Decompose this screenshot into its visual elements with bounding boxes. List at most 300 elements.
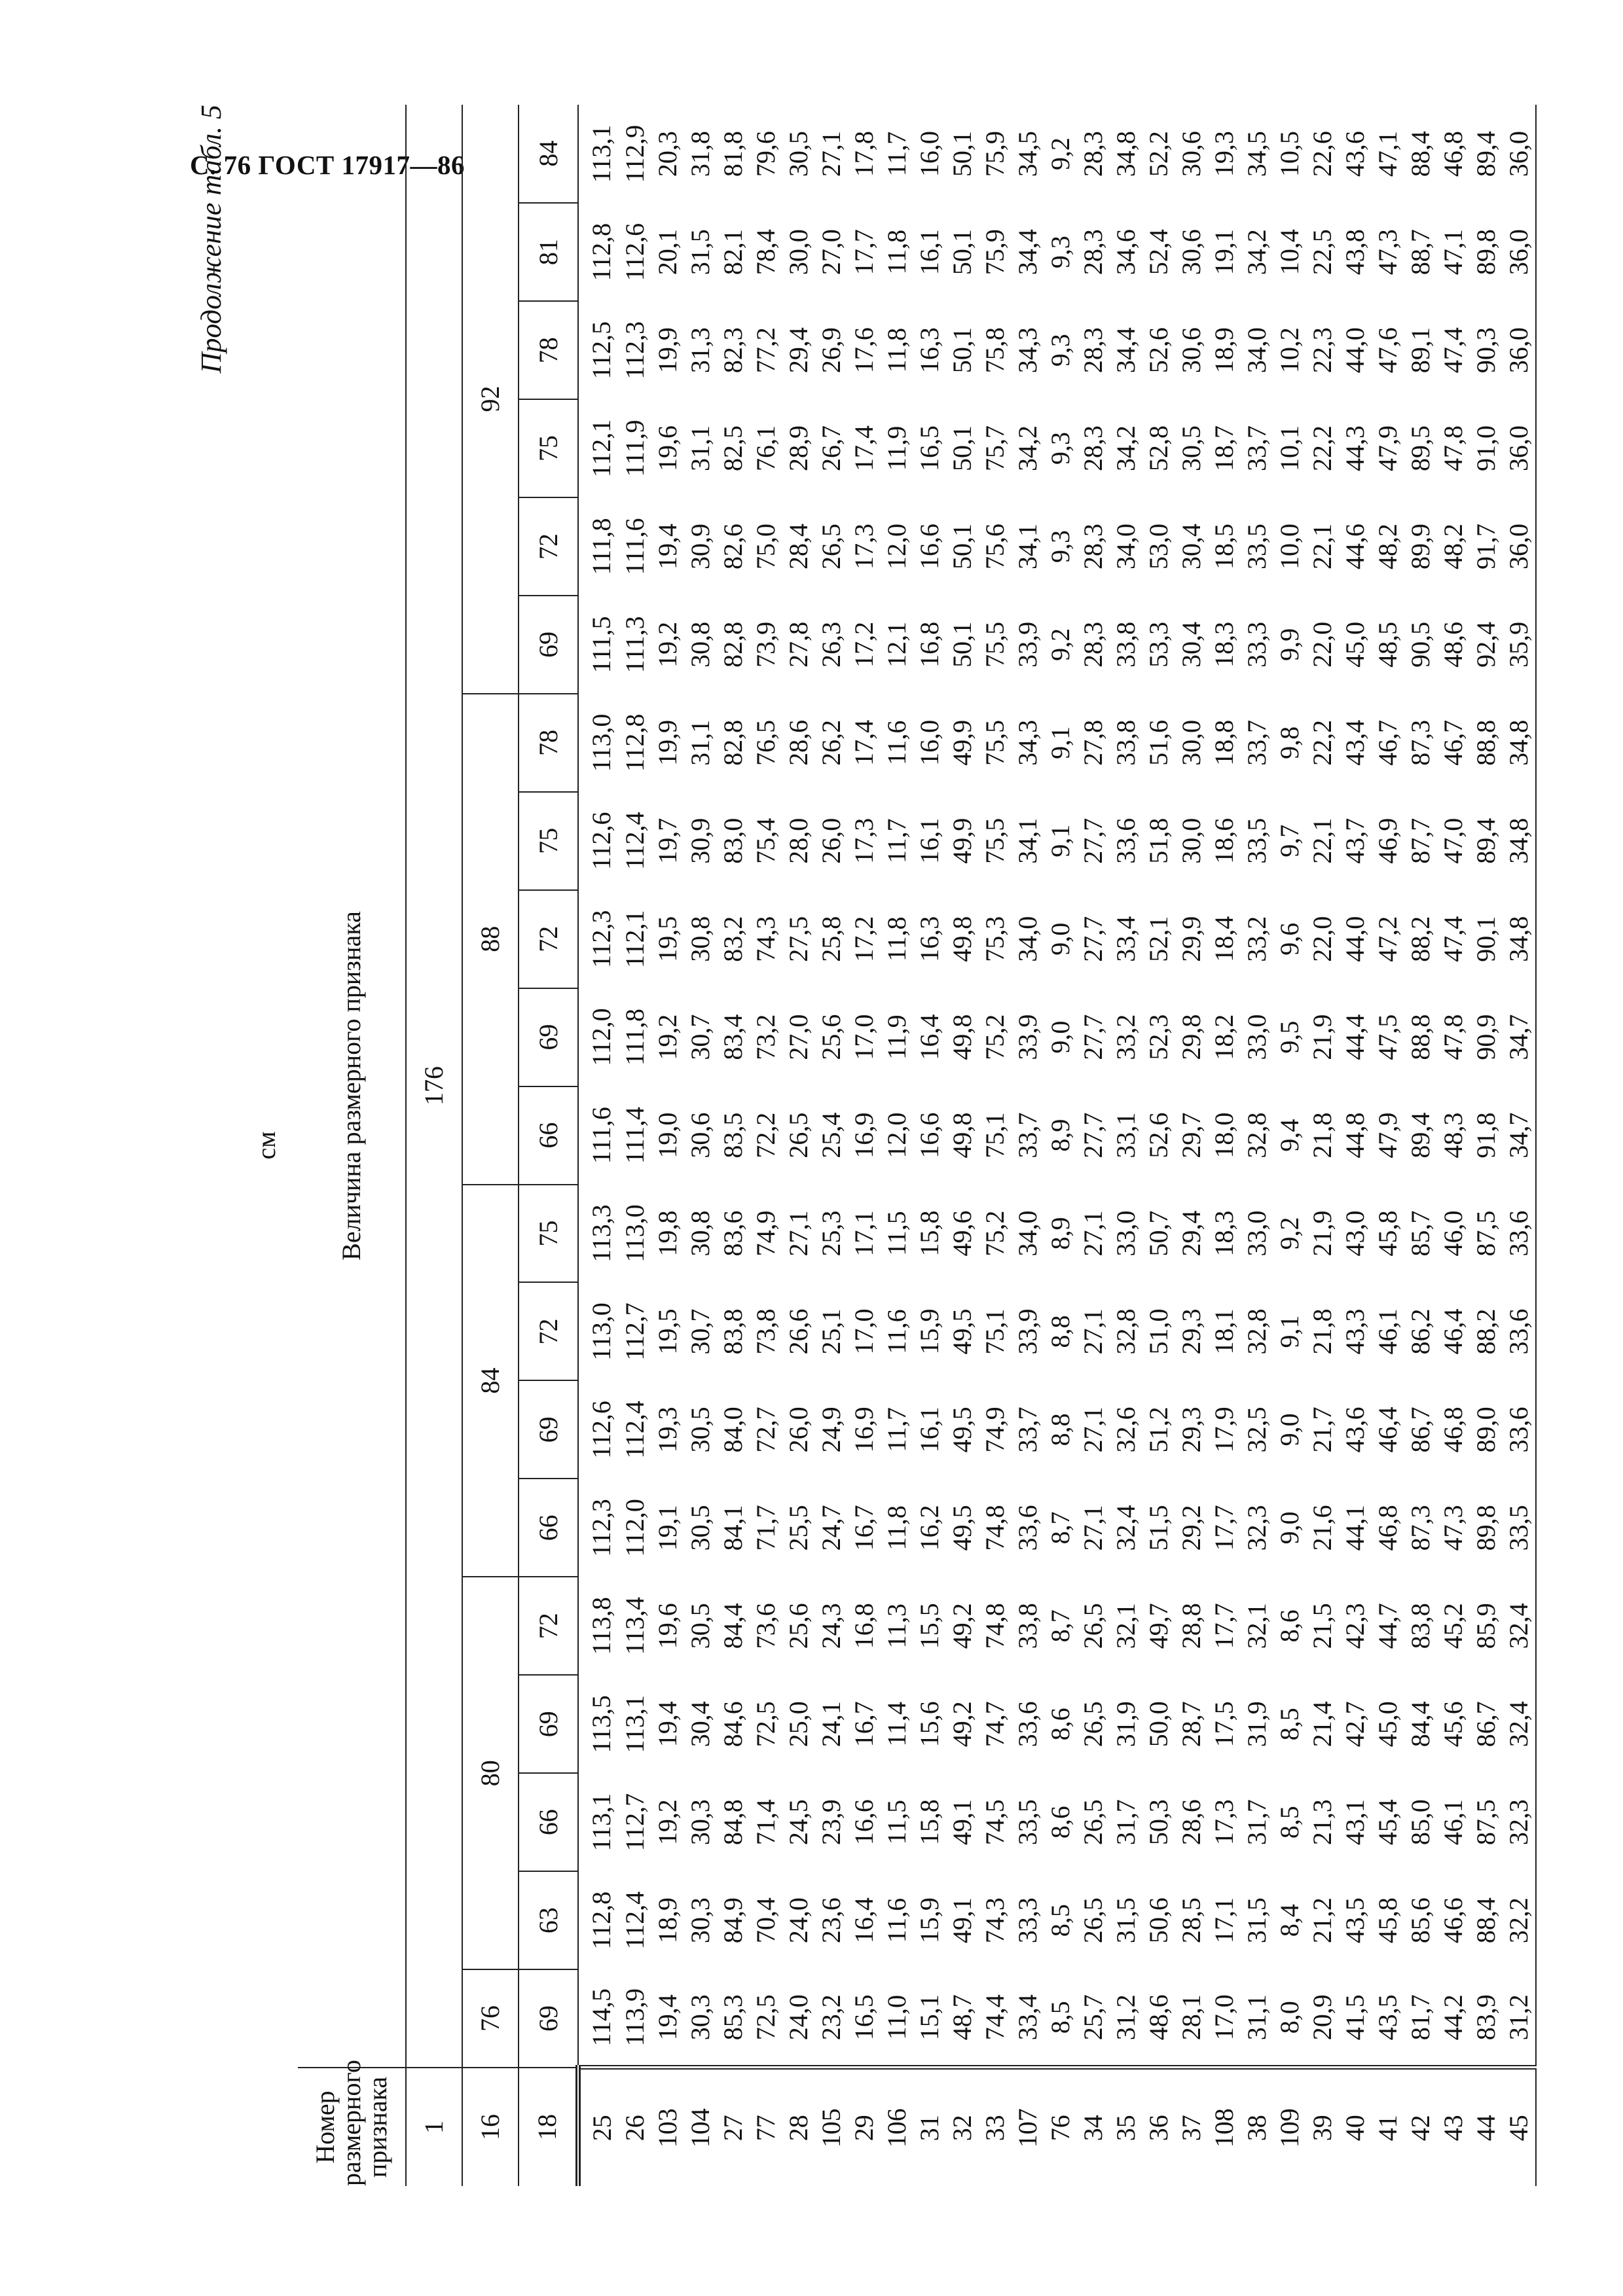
feature-number-cell: 26 [619, 2068, 651, 2186]
value-cell: 16,7 [849, 1505, 879, 1551]
value-cell: 10,1 [1275, 425, 1304, 472]
value-cell: 18,0 [1209, 1112, 1239, 1158]
value-cell: 8,5 [1046, 1904, 1075, 1937]
value-cell: 25,1 [816, 1308, 846, 1355]
feature-number-cell: 106 [881, 2068, 913, 2186]
value-cell: 33,7 [1013, 1112, 1042, 1158]
waist-column-header: 69 [519, 1675, 578, 1773]
table-row [1372, 105, 1404, 2186]
value-cell: 32,5 [1242, 1407, 1271, 1453]
value-cell: 33,7 [1013, 1407, 1042, 1453]
value-cell: 34,8 [1503, 890, 1536, 988]
value-cell: 84,4 [1406, 1701, 1435, 1748]
waist-column-header: 69 [519, 1969, 578, 2068]
value-cell: 31,1 [685, 719, 715, 766]
value-cell: 27,7 [1078, 817, 1108, 864]
value-cell: 9,4 [1275, 1119, 1304, 1152]
value-cell: 88,7 [1406, 229, 1435, 276]
value-cell: 24,3 [816, 1603, 846, 1649]
value-cell: 28,1 [1176, 1994, 1206, 2041]
value-cell: 34,0 [1013, 1210, 1042, 1257]
value-cell: 87,3 [1406, 1505, 1435, 1551]
value-cell: 112,6 [586, 812, 616, 870]
table-row [1241, 105, 1273, 2186]
value-cell: 76,1 [751, 425, 780, 472]
value-cell: 74,3 [751, 916, 780, 962]
value-cell: 52,6 [1144, 327, 1173, 374]
value-cell: 17,0 [849, 1308, 879, 1355]
value-cell: 25,0 [784, 1701, 813, 1748]
value-cell: 9,2 [1046, 628, 1075, 661]
value-cell: 28,9 [784, 425, 813, 472]
value-cell: 28,6 [784, 719, 813, 766]
value-cell: 50,0 [1144, 1701, 1173, 1748]
value-cell: 28,6 [1176, 1799, 1206, 1846]
value-cell: 31,1 [685, 425, 715, 472]
value-cell: 33,8 [1111, 719, 1140, 766]
value-cell: 73,6 [751, 1603, 780, 1649]
value-cell: 32,1 [1242, 1603, 1271, 1649]
value-cell: 17,1 [1209, 1897, 1239, 1944]
value-cell: 18,3 [1209, 621, 1239, 668]
value-cell: 8,6 [1046, 1708, 1075, 1741]
value-cell: 33,1 [1111, 1112, 1140, 1158]
value-cell: 75,4 [751, 817, 780, 864]
waist-column-header: 78 [519, 694, 578, 792]
value-cell: 18,1 [1209, 1308, 1239, 1355]
value-cell: 15,8 [915, 1799, 944, 1846]
value-cell: 45,6 [1438, 1701, 1468, 1748]
value-cell: 52,6 [1144, 1112, 1173, 1158]
value-cell: 29,3 [1176, 1308, 1206, 1355]
table-row [1273, 105, 1306, 2186]
value-cell: 112,3 [586, 1499, 616, 1557]
value-cell: 113,1 [586, 124, 616, 183]
value-cell: 87,3 [1406, 719, 1435, 766]
value-cell: 111,4 [620, 1107, 649, 1164]
table-row [913, 105, 946, 2186]
value-cell: 29,4 [1176, 1210, 1206, 1257]
waist-column-header: 72 [519, 890, 578, 988]
feature-number-cell: 33 [979, 2068, 1012, 2186]
value-cell: 83,6 [718, 1210, 748, 1257]
value-cell: 30,3 [685, 1897, 715, 1944]
table-row [750, 105, 782, 2186]
value-cell: 33,4 [1013, 1994, 1042, 2041]
table-row [1110, 105, 1142, 2186]
unit-label: см [251, 1131, 281, 1160]
value-cell: 33,6 [1503, 1185, 1536, 1283]
value-cell: 19,9 [653, 719, 682, 766]
value-cell: 48,5 [1373, 621, 1402, 668]
value-cell: 8,8 [1046, 1315, 1075, 1348]
value-cell: 33,6 [1013, 1505, 1042, 1551]
value-cell: 52,4 [1144, 229, 1173, 276]
feature-number-cell: 76 [1044, 2068, 1077, 2186]
value-cell: 75,1 [980, 1308, 1010, 1355]
value-cell: 24,1 [816, 1701, 846, 1748]
value-cell: 34,1 [1013, 523, 1042, 569]
feature-number-cell: 32 [946, 2068, 979, 2186]
value-cell: 30,0 [1176, 817, 1206, 864]
value-cell: 34,8 [1111, 131, 1140, 177]
value-cell: 33,5 [1242, 523, 1271, 569]
value-cell: 22,6 [1307, 131, 1337, 177]
value-cell: 52,2 [1144, 131, 1173, 177]
value-cell: 32,3 [1503, 1773, 1536, 1871]
value-cell: 51,2 [1144, 1407, 1173, 1453]
value-cell: 75,1 [980, 1112, 1010, 1158]
waist-column-header: 66 [519, 1773, 578, 1871]
value-cell: 71,7 [751, 1505, 780, 1551]
value-cell: 8,9 [1046, 1217, 1075, 1250]
value-cell: 91,7 [1471, 523, 1501, 569]
value-cell: 30,6 [1176, 327, 1206, 374]
value-cell: 32,4 [1503, 1577, 1536, 1675]
value-cell: 19,2 [653, 1014, 682, 1060]
value-cell: 18,7 [1209, 425, 1239, 472]
value-cell: 19,7 [653, 817, 682, 864]
value-cell: 75,5 [980, 621, 1010, 668]
value-cell: 33,2 [1111, 1014, 1140, 1060]
value-cell: 9,2 [1046, 137, 1075, 171]
value-cell: 17,4 [849, 719, 879, 766]
value-cell: 84,1 [718, 1505, 748, 1551]
value-cell: 25,7 [1078, 1994, 1108, 2041]
value-cell: 21,4 [1307, 1701, 1337, 1748]
value-cell: 87,5 [1471, 1799, 1501, 1846]
value-cell: 25,5 [784, 1505, 813, 1551]
value-cell: 112,4 [620, 1891, 649, 1950]
value-cell: 75,8 [980, 327, 1010, 374]
value-cell: 46,7 [1373, 719, 1402, 766]
value-cell: 34,7 [1503, 1086, 1536, 1185]
value-cell: 18,6 [1209, 817, 1239, 864]
value-cell: 111,6 [620, 518, 649, 575]
value-cell: 28,3 [1078, 229, 1108, 276]
value-cell: 49,8 [947, 916, 977, 962]
value-cell: 113,5 [586, 1695, 616, 1753]
waist-column-header: 75 [519, 792, 578, 890]
value-cell: 19,4 [653, 1994, 682, 2041]
value-cell: 49,1 [947, 1799, 977, 1846]
value-cell: 33,3 [1013, 1897, 1042, 1944]
value-cell: 11,8 [882, 1505, 911, 1551]
value-cell: 21,6 [1307, 1505, 1337, 1551]
value-cell: 26,5 [816, 523, 846, 569]
value-cell: 83,8 [718, 1308, 748, 1355]
value-cell: 10,4 [1275, 229, 1304, 276]
value-cell: 72,7 [751, 1407, 780, 1453]
value-cell: 46,9 [1373, 817, 1402, 864]
value-cell: 18,9 [653, 1897, 682, 1944]
value-cell: 18,8 [1209, 719, 1239, 766]
value-cell: 33,0 [1111, 1210, 1140, 1257]
value-cell: 17,0 [1209, 1994, 1239, 2041]
value-cell: 30,4 [685, 1701, 715, 1748]
value-cell: 49,2 [947, 1603, 977, 1649]
value-cell: 22,3 [1307, 327, 1337, 374]
value-cell: 33,6 [1503, 1283, 1536, 1381]
value-cell: 82,8 [718, 621, 748, 668]
value-cell: 49,6 [947, 1210, 977, 1257]
value-cell: 112,1 [586, 419, 616, 478]
value-cell: 34,3 [1013, 327, 1042, 374]
value-cell: 30,6 [685, 1112, 715, 1158]
value-cell: 27,7 [1078, 1112, 1108, 1158]
feature-number-cell: 36 [1142, 2068, 1175, 2186]
value-cell: 51,8 [1144, 817, 1173, 864]
value-cell: 43,6 [1340, 131, 1370, 177]
value-cell: 26,5 [1078, 1603, 1108, 1649]
value-cell: 49,1 [947, 1897, 977, 1944]
value-cell: 33,6 [1111, 817, 1140, 864]
value-cell: 31,9 [1111, 1701, 1140, 1748]
value-cell: 31,5 [685, 229, 715, 276]
feature-number-cell: 104 [684, 2068, 717, 2186]
value-cell: 33,6 [1013, 1701, 1042, 1748]
value-cell: 75,3 [980, 916, 1010, 962]
value-cell: 74,8 [980, 1505, 1010, 1551]
value-cell: 48,6 [1438, 621, 1468, 668]
value-cell: 11,7 [882, 131, 911, 177]
feature-number-cell: 44 [1470, 2068, 1503, 2186]
value-cell: 23,2 [816, 1994, 846, 2041]
value-cell: 34,0 [1013, 916, 1042, 962]
value-cell: 29,9 [1176, 916, 1206, 962]
value-cell: 11,3 [882, 1604, 911, 1649]
value-cell: 45,4 [1373, 1799, 1402, 1846]
value-cell: 26,5 [1078, 1897, 1108, 1944]
value-cell: 46,8 [1373, 1505, 1402, 1551]
value-cell: 30,5 [685, 1505, 715, 1551]
waist-column-header: 72 [519, 1577, 578, 1675]
value-cell: 34,2 [1242, 229, 1271, 276]
value-cell: 17,0 [849, 1014, 879, 1060]
value-cell: 11,4 [882, 1701, 911, 1747]
value-cell: 12,0 [882, 523, 911, 569]
value-cell: 8,7 [1046, 1511, 1075, 1545]
value-cell: 113,9 [620, 1988, 649, 2047]
value-cell: 85,9 [1471, 1603, 1501, 1649]
feature-number-cell: 42 [1404, 2068, 1437, 2186]
value-cell: 46,8 [1438, 1407, 1468, 1453]
value-cell: 77,2 [751, 327, 780, 374]
waist-column-header: 69 [519, 988, 578, 1086]
key-cell-1: 1 [406, 2068, 462, 2186]
value-cell: 27,5 [784, 916, 813, 962]
value-cell: 30,5 [685, 1603, 715, 1649]
value-cell: 85,3 [718, 1994, 748, 2041]
value-cell: 111,5 [586, 616, 616, 673]
value-cell: 34,8 [1503, 694, 1536, 792]
value-cell: 24,9 [816, 1407, 846, 1453]
feature-number-cell: 25 [578, 2068, 619, 2186]
feature-number-cell: 103 [651, 2068, 684, 2186]
value-cell: 88,2 [1471, 1308, 1501, 1355]
value-cell: 49,5 [947, 1308, 977, 1355]
value-cell: 28,4 [784, 523, 813, 569]
value-cell: 86,7 [1406, 1407, 1435, 1453]
value-cell: 82,6 [718, 523, 748, 569]
chest-group-header: 80 [462, 1577, 519, 1969]
value-cell: 17,1 [849, 1210, 879, 1257]
value-cell: 21,5 [1307, 1603, 1337, 1649]
value-cell: 28,0 [784, 817, 813, 864]
value-cell: 16,1 [915, 1407, 944, 1453]
value-cell: 18,4 [1209, 916, 1239, 962]
value-cell: 46,1 [1373, 1308, 1402, 1355]
value-cell: 30,5 [685, 1407, 715, 1453]
value-cell: 87,7 [1406, 817, 1435, 864]
value-cell: 18,5 [1209, 523, 1239, 569]
value-cell: 19,2 [653, 621, 682, 668]
table-row [1175, 105, 1208, 2186]
value-cell: 90,5 [1406, 621, 1435, 668]
value-cell: 15,9 [915, 1308, 944, 1355]
value-cell: 28,3 [1078, 621, 1108, 668]
value-cell: 28,3 [1078, 425, 1108, 472]
value-cell: 42,7 [1340, 1701, 1370, 1748]
value-cell: 26,5 [1078, 1799, 1108, 1846]
value-cell: 8,7 [1046, 1609, 1075, 1643]
table-row [946, 105, 979, 2186]
value-cell: 16,3 [915, 916, 944, 962]
value-cell: 32,2 [1503, 1871, 1536, 1969]
value-cell: 11,5 [882, 1211, 911, 1256]
value-cell: 83,5 [718, 1112, 748, 1158]
value-cell: 9,3 [1046, 236, 1075, 269]
value-cell: 50,1 [947, 229, 977, 276]
value-cell: 15,1 [915, 1994, 944, 2041]
value-cell: 16,6 [915, 523, 944, 569]
value-cell: 89,4 [1406, 1112, 1435, 1158]
waist-column-header: 78 [519, 301, 578, 399]
value-cell: 32,6 [1111, 1407, 1140, 1453]
value-cell: 83,9 [1471, 1994, 1501, 2041]
key-cell-16: 16 [462, 2068, 519, 2186]
value-cell: 46,4 [1373, 1407, 1402, 1453]
value-cell: 85,7 [1406, 1210, 1435, 1257]
value-cell: 91,0 [1471, 425, 1501, 472]
value-cell: 30,9 [685, 523, 715, 569]
value-cell: 19,8 [653, 1210, 682, 1257]
waist-column-header: 66 [519, 1086, 578, 1185]
value-cell: 72,2 [751, 1112, 780, 1158]
value-cell: 112,0 [620, 1499, 649, 1557]
value-cell: 113,0 [586, 713, 616, 772]
value-cell: 46,6 [1438, 1897, 1468, 1944]
value-cell: 74,9 [751, 1210, 780, 1257]
value-cell: 18,2 [1209, 1014, 1239, 1060]
value-cell: 31,7 [1242, 1799, 1271, 1846]
value-cell: 28,8 [1176, 1603, 1206, 1649]
value-cell: 24,5 [784, 1799, 813, 1846]
value-cell: 50,7 [1144, 1210, 1173, 1257]
value-cell: 32,3 [1242, 1505, 1271, 1551]
value-cell: 26,5 [784, 1112, 813, 1158]
value-cell: 26,5 [1078, 1701, 1108, 1748]
value-cell: 49,2 [947, 1701, 977, 1748]
value-cell: 34,3 [1013, 719, 1042, 766]
value-cell: 112,8 [586, 223, 616, 281]
value-cell: 28,7 [1176, 1701, 1206, 1748]
value-cell: 113,8 [586, 1597, 616, 1655]
value-cell: 85,6 [1406, 1897, 1435, 1944]
value-cell: 15,6 [915, 1701, 944, 1748]
table-row [1306, 105, 1339, 2186]
value-cell: 9,3 [1046, 334, 1075, 367]
feature-number-cell: 38 [1241, 2068, 1273, 2186]
value-cell: 17,3 [1209, 1799, 1239, 1846]
value-cell: 87,5 [1471, 1210, 1501, 1257]
value-cell: 11,6 [882, 720, 911, 766]
value-cell: 31,2 [1503, 1969, 1536, 2068]
value-cell: 19,9 [653, 327, 682, 374]
value-header: Величина размерного признака [298, 105, 406, 2068]
value-cell: 27,1 [1078, 1210, 1108, 1257]
value-cell: 34,5 [1013, 131, 1042, 177]
value-cell: 28,3 [1078, 327, 1108, 374]
value-cell: 12,0 [882, 1112, 911, 1158]
value-cell: 27,1 [784, 1210, 813, 1257]
value-cell: 33,4 [1111, 916, 1140, 962]
value-cell: 11,9 [882, 425, 911, 471]
value-cell: 33,7 [1242, 719, 1271, 766]
value-cell: 31,1 [1242, 1994, 1271, 2041]
value-cell: 9,1 [1046, 824, 1075, 857]
value-cell: 89,8 [1471, 229, 1501, 276]
value-cell: 19,5 [653, 1308, 682, 1355]
waist-column-header: 69 [519, 1380, 578, 1479]
value-cell: 47,9 [1373, 425, 1402, 472]
value-cell: 85,0 [1406, 1799, 1435, 1846]
value-cell: 8,4 [1275, 1904, 1304, 1937]
value-cell: 88,8 [1471, 719, 1501, 766]
value-cell: 43,1 [1340, 1799, 1370, 1846]
value-cell: 15,9 [915, 1897, 944, 1944]
value-cell: 88,4 [1406, 131, 1435, 177]
feature-number-cell: 37 [1175, 2068, 1208, 2186]
value-cell: 23,9 [816, 1799, 846, 1846]
value-cell: 9,2 [1275, 1217, 1304, 1250]
value-cell: 83,8 [1406, 1603, 1435, 1649]
table-row [1012, 105, 1044, 2186]
value-cell: 44,0 [1340, 327, 1370, 374]
value-cell: 82,8 [718, 719, 748, 766]
value-cell: 112,7 [620, 1302, 649, 1361]
value-cell: 11,6 [882, 1309, 911, 1354]
value-cell: 33,0 [1242, 1210, 1271, 1257]
value-cell: 22,1 [1307, 817, 1337, 864]
value-cell: 47,9 [1373, 1112, 1402, 1158]
value-cell: 17,7 [1209, 1505, 1239, 1551]
value-cell: 29,4 [784, 327, 813, 374]
value-cell: 30,0 [784, 229, 813, 276]
value-cell: 46,4 [1438, 1308, 1468, 1355]
value-cell: 48,7 [947, 1994, 977, 2041]
value-cell: 114,5 [586, 1988, 616, 2047]
value-cell: 23,6 [816, 1897, 846, 1944]
value-cell: 8,0 [1275, 2001, 1304, 2034]
value-cell: 49,5 [947, 1505, 977, 1551]
value-cell: 27,1 [1078, 1407, 1108, 1453]
value-cell: 74,8 [980, 1603, 1010, 1649]
value-cell: 16,9 [849, 1112, 879, 1158]
value-cell: 44,2 [1438, 1994, 1468, 2041]
value-cell: 29,7 [1176, 1112, 1206, 1158]
value-cell: 33,2 [1242, 916, 1271, 962]
